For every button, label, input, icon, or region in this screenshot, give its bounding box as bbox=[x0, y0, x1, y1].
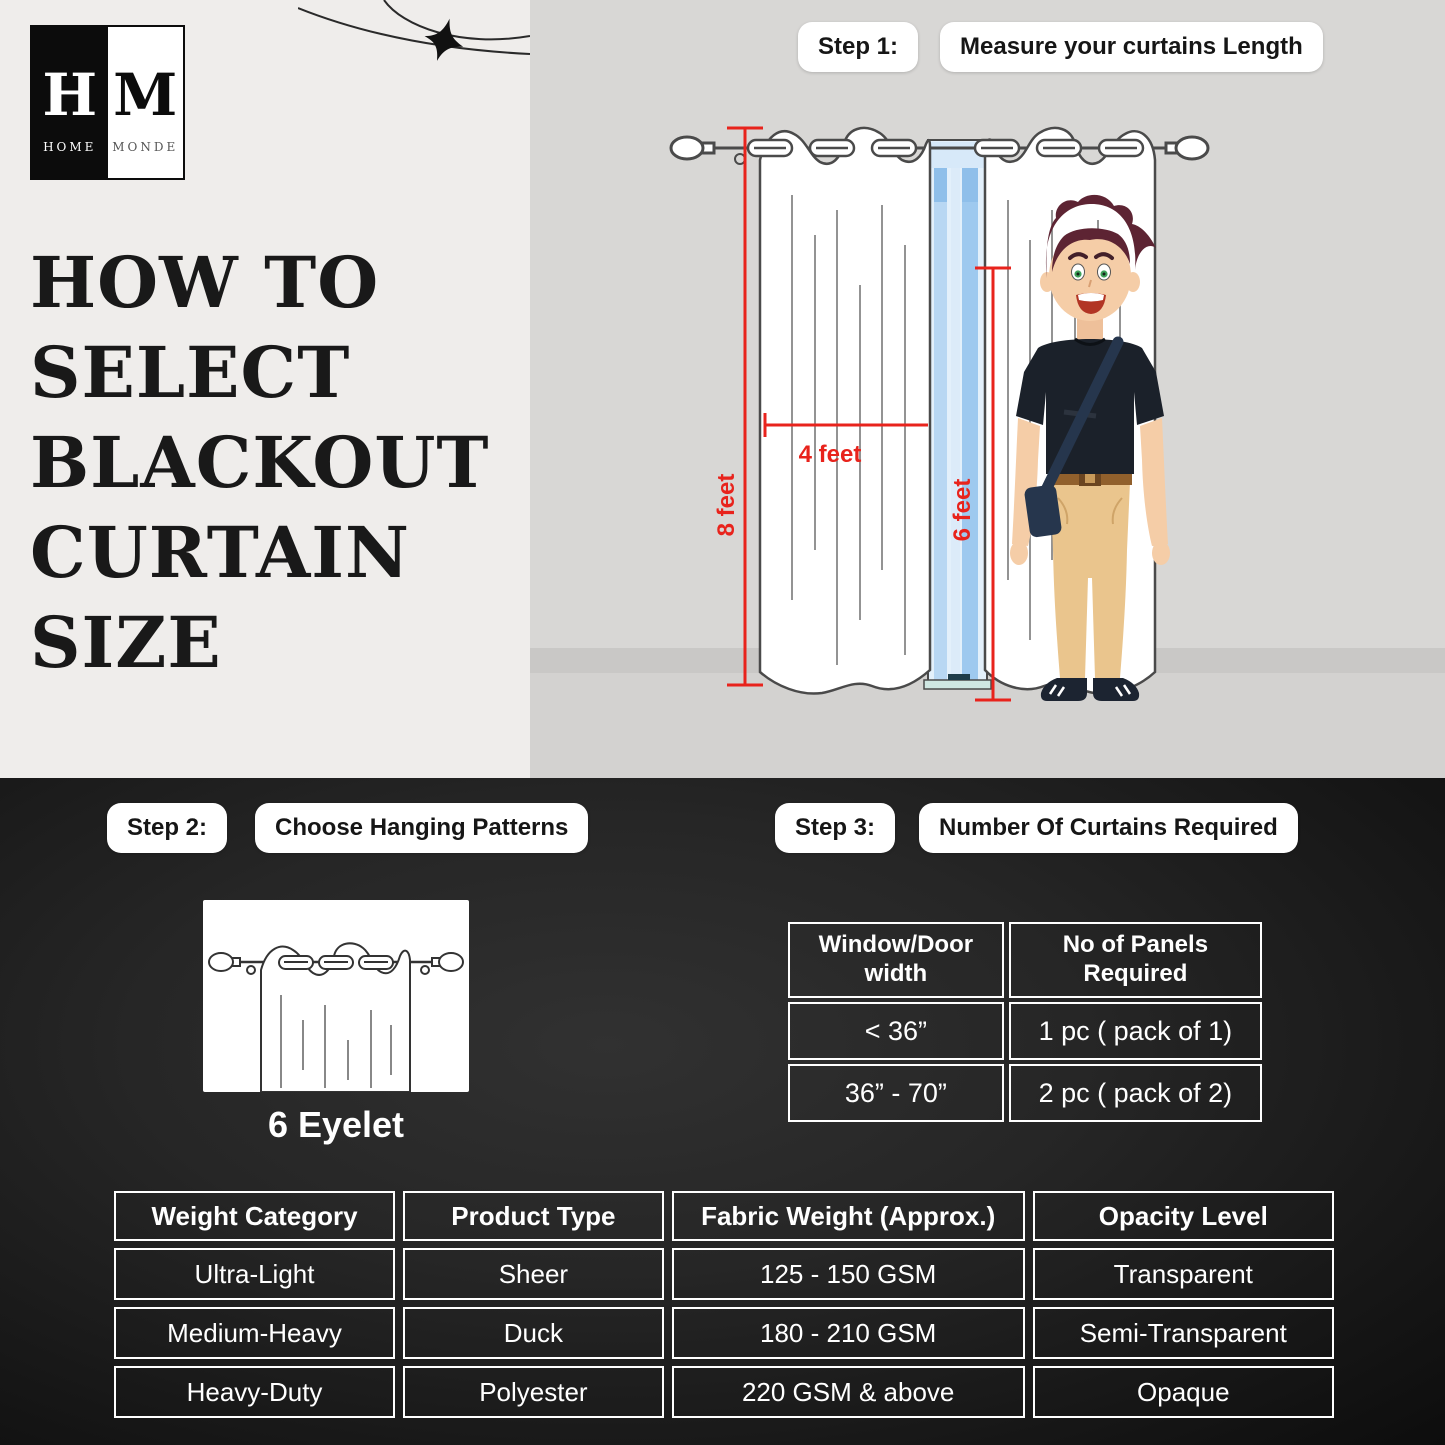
fabric-header: Product Type bbox=[403, 1191, 664, 1241]
panels-header-width: Window/Door width bbox=[788, 922, 1004, 998]
fabric-cell: Sheer bbox=[403, 1248, 664, 1300]
logo-right-half bbox=[108, 27, 184, 178]
step1-label-pill: Step 1: bbox=[798, 22, 918, 72]
airplane-doodle-icon bbox=[298, 0, 530, 80]
logo-letter-m: M bbox=[113, 60, 178, 129]
panels-cell: 36” - 70” bbox=[788, 1064, 1004, 1122]
page-title bbox=[30, 238, 510, 688]
fabric-header: Weight Category bbox=[114, 1191, 395, 1241]
right-panel bbox=[530, 0, 1445, 778]
curtain-illustration bbox=[530, 80, 1445, 778]
fabric-cell: 220 GSM & above bbox=[672, 1366, 1025, 1418]
measure-6-feet-label: 6 feet bbox=[949, 478, 976, 542]
fabric-cell: Medium-Heavy bbox=[114, 1307, 395, 1359]
left-panel bbox=[0, 0, 530, 778]
panels-cell: < 36” bbox=[788, 1002, 1004, 1060]
fabric-cell: Opaque bbox=[1033, 1366, 1334, 1418]
title-line: BLACKOUT bbox=[30, 421, 490, 504]
logo-word-home: HOME bbox=[43, 139, 97, 154]
step2-label-pill: Step 2: bbox=[107, 803, 227, 853]
table-row bbox=[114, 1307, 1334, 1359]
window-graphic bbox=[924, 140, 991, 689]
title-line: CURTAIN bbox=[30, 511, 411, 594]
fabric-cell: 180 - 210 GSM bbox=[672, 1307, 1025, 1359]
table-row bbox=[788, 1064, 1262, 1122]
panels-cell: 1 pc ( pack of 1) bbox=[1009, 1002, 1262, 1060]
measure-8-feet-label: 8 feet bbox=[713, 473, 740, 537]
step1-text-pill: Measure your curtains Length bbox=[940, 22, 1323, 72]
panels-table-header-row bbox=[788, 922, 1262, 998]
fabric-header: Opacity Level bbox=[1033, 1191, 1334, 1241]
step2-header bbox=[107, 803, 588, 853]
fabric-cell: 125 - 150 GSM bbox=[672, 1248, 1025, 1300]
eyelet-curtain-drawing bbox=[203, 900, 469, 1092]
panels-cell: 2 pc ( pack of 2) bbox=[1009, 1064, 1262, 1122]
panels-header-count: No of Panels Required bbox=[1009, 922, 1262, 998]
table-row bbox=[788, 1002, 1262, 1060]
fabric-cell: Transparent bbox=[1033, 1248, 1334, 1300]
title-line: HOW TO bbox=[30, 241, 380, 324]
home-monde-logo bbox=[30, 25, 185, 180]
step3-text-pill: Number Of Curtains Required bbox=[919, 803, 1298, 853]
bottom-section bbox=[0, 778, 1445, 1445]
fabric-cell: Ultra-Light bbox=[114, 1248, 395, 1300]
fabric-header: Fabric Weight (Approx.) bbox=[672, 1191, 1025, 1241]
fabric-cell: Semi-Transparent bbox=[1033, 1307, 1334, 1359]
fabric-cell: Duck bbox=[403, 1307, 664, 1359]
step1-header bbox=[798, 22, 1323, 72]
logo-word-monde: MONDE bbox=[112, 139, 179, 154]
table-row bbox=[114, 1248, 1334, 1300]
step3-header bbox=[775, 803, 1298, 853]
title-line: SIZE bbox=[30, 601, 222, 684]
step2-text-pill: Choose Hanging Patterns bbox=[255, 803, 588, 853]
eyelet-label: 6 Eyelet bbox=[267, 1104, 405, 1145]
title-line: SELECT bbox=[30, 331, 351, 414]
logo-left-half bbox=[32, 27, 108, 178]
eyelet-pattern-card bbox=[203, 900, 469, 1092]
step3-label-pill: Step 3: bbox=[775, 803, 895, 853]
fabric-cell: Heavy-Duty bbox=[114, 1366, 395, 1418]
fabric-table-header-row bbox=[114, 1191, 1334, 1241]
measure-4-feet-label: 4 feet bbox=[798, 441, 862, 468]
fabric-table bbox=[106, 1184, 1342, 1425]
panels-table bbox=[783, 918, 1267, 1126]
fabric-cell: Polyester bbox=[403, 1366, 664, 1418]
left-curtain-panel bbox=[760, 128, 930, 694]
logo-letter-h: H bbox=[42, 60, 98, 129]
table-row bbox=[114, 1366, 1334, 1418]
